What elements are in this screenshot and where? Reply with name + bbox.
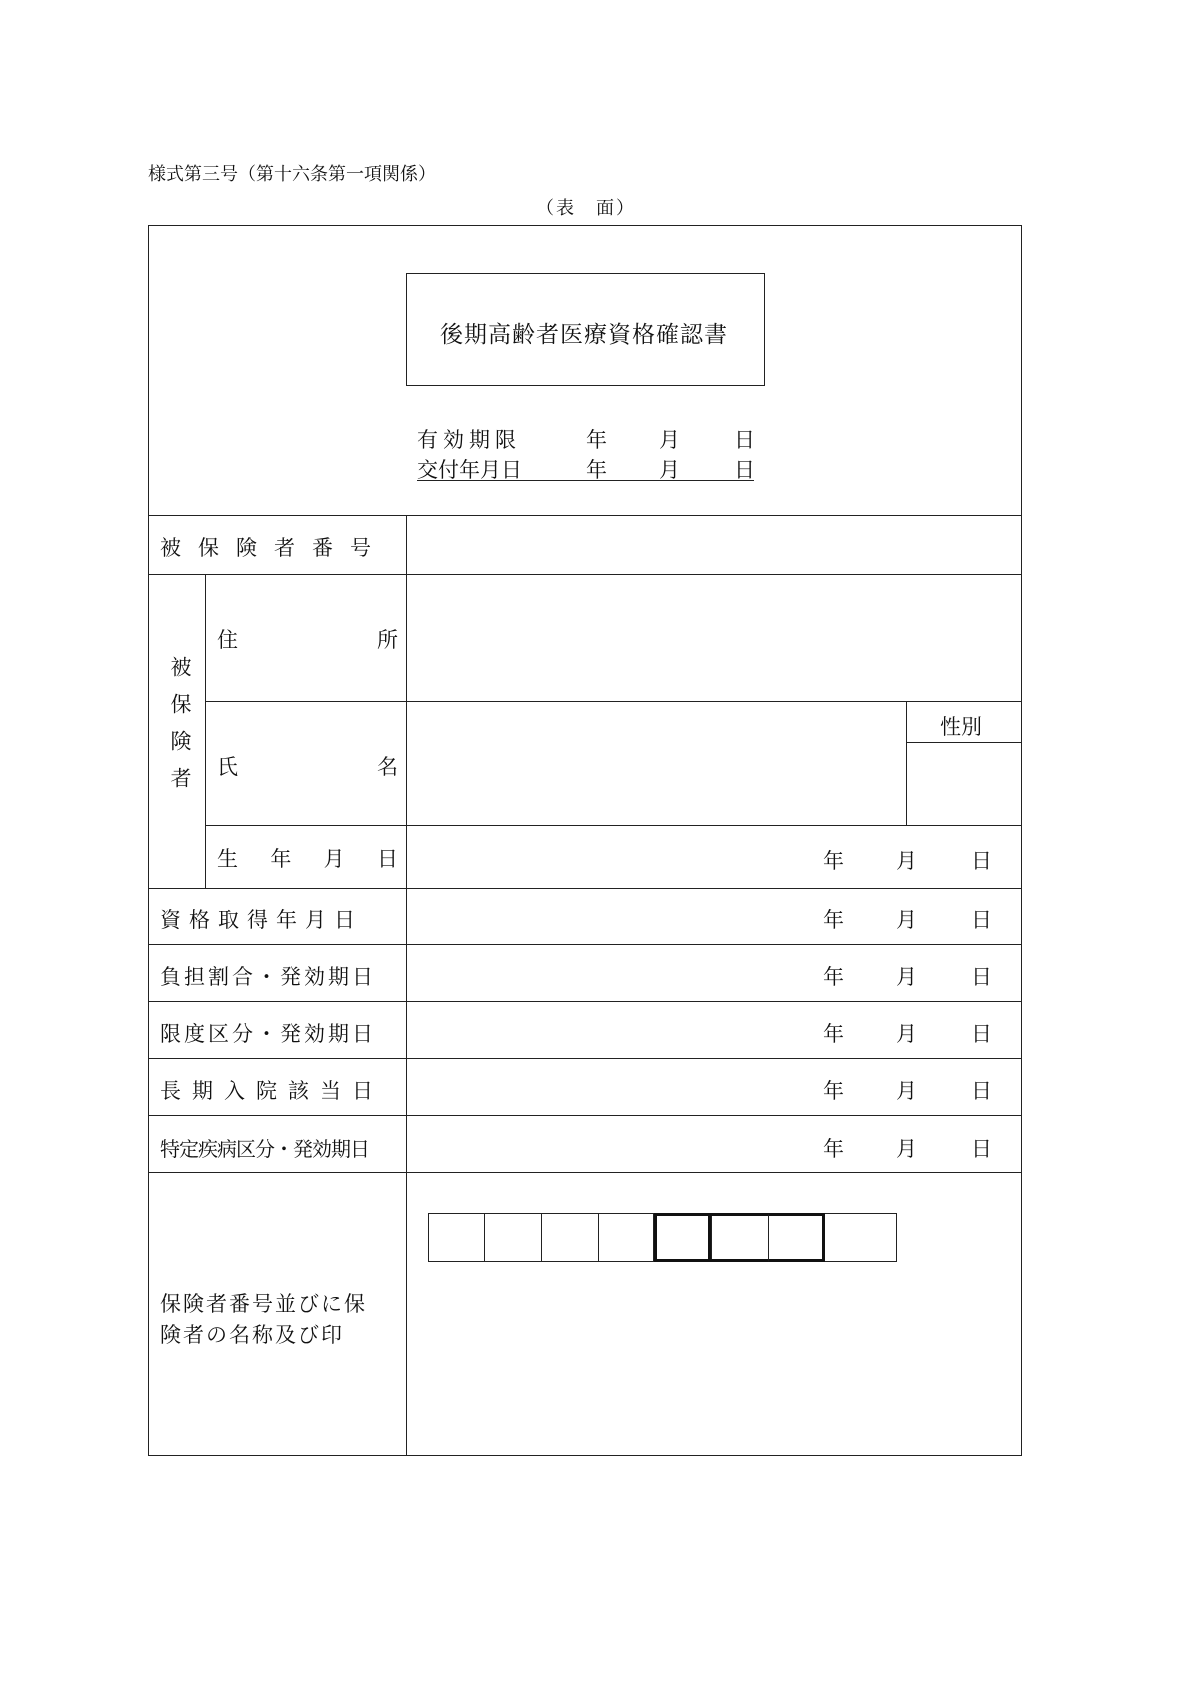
gender-divider (906, 742, 1022, 743)
label-column-divider (406, 515, 407, 1456)
expiry-day: 日 (734, 428, 755, 452)
insured-number-label-text: 被保険者番号 (160, 536, 388, 560)
limit-day: 日 (971, 1022, 992, 1046)
burden-ratio-label: 負担割合・発効期日 (160, 965, 376, 989)
row-divider (148, 515, 1022, 516)
qualification-date-label: 資格取得年月日 (160, 908, 363, 932)
issue-year: 年 (586, 458, 607, 482)
digit-separator (711, 1216, 712, 1259)
insurer-label-line2: 険者の名称及び印 (160, 1323, 344, 1347)
insured-group-label: 被保険者 (168, 656, 192, 804)
hospitalization-month: 月 (896, 1079, 917, 1103)
expiry-label: 有効期限 (417, 428, 521, 452)
qualification-year: 年 (823, 908, 844, 932)
issue-label: 交付年月日 (417, 458, 522, 482)
disease-day: 日 (971, 1137, 992, 1161)
birth-date-label-4: 日 (376, 847, 398, 871)
gender-column-divider (906, 701, 907, 825)
name-label-2: 名 (377, 755, 398, 779)
issue-month: 月 (659, 458, 680, 482)
qualification-month: 月 (896, 908, 917, 932)
insured-number-label (160, 532, 396, 562)
disease-month: 月 (896, 1137, 917, 1161)
insurer-digit-box (599, 1213, 654, 1262)
row-divider (148, 1001, 1022, 1002)
gender-label: 性別 (940, 715, 982, 739)
hospitalization-day: 日 (971, 1079, 992, 1103)
limit-year: 年 (823, 1022, 844, 1046)
insurer-digit-box (428, 1213, 485, 1262)
row-divider (148, 1115, 1022, 1116)
issue-underline (417, 480, 754, 481)
name-label-1: 氏 (217, 755, 238, 779)
long-hospitalization-label: 長期入院該当日 (160, 1079, 384, 1103)
expiry-month: 月 (659, 428, 680, 452)
row-divider (148, 574, 1022, 575)
row-divider (148, 1058, 1022, 1059)
insurer-digit-box (485, 1213, 542, 1262)
disease-year: 年 (823, 1137, 844, 1161)
burden-day: 日 (971, 965, 992, 989)
row-divider (148, 944, 1022, 945)
insurer-digit-box-bold (654, 1213, 711, 1262)
limit-category-label: 限度区分・発効期日 (160, 1022, 376, 1046)
birth-day: 日 (971, 849, 992, 873)
address-label (217, 624, 398, 654)
side-label: （表 面） (536, 198, 636, 219)
birth-date-label-2: 年 (270, 847, 292, 871)
birth-year: 年 (823, 849, 844, 873)
address-label-1: 住 (217, 628, 238, 652)
burden-year: 年 (823, 965, 844, 989)
issue-day: 日 (734, 458, 755, 482)
row-divider (148, 888, 1022, 889)
birth-date-label (217, 843, 398, 873)
hospitalization-year: 年 (823, 1079, 844, 1103)
address-label-2: 所 (377, 628, 398, 652)
qualification-day: 日 (971, 908, 992, 932)
burden-month: 月 (896, 965, 917, 989)
limit-month: 月 (896, 1022, 917, 1046)
row-divider (205, 825, 1022, 826)
insurer-digit-box-bold (711, 1213, 768, 1262)
form-frame (148, 225, 1022, 1456)
name-label (217, 751, 398, 781)
expiry-year: 年 (586, 428, 607, 452)
row-divider (148, 1172, 1022, 1173)
specific-disease-label: 特定疾病区分・発効期日 (160, 1137, 369, 1161)
birth-date-label-3: 月 (323, 847, 345, 871)
birth-month: 月 (896, 849, 917, 873)
insurer-digit-box (542, 1213, 599, 1262)
insurer-label-line1: 保険者番号並びに保 (160, 1292, 367, 1316)
insurer-digit-box-bold (768, 1213, 825, 1262)
birth-date-label-1: 生 (217, 847, 238, 871)
certificate-title: 後期高齢者医療資格確認書 (440, 322, 728, 348)
insurer-digit-box (825, 1213, 897, 1262)
row-divider (205, 701, 1022, 702)
insured-group-divider (205, 574, 206, 888)
form-number: 様式第三号（第十六条第一項関係） (148, 164, 436, 185)
